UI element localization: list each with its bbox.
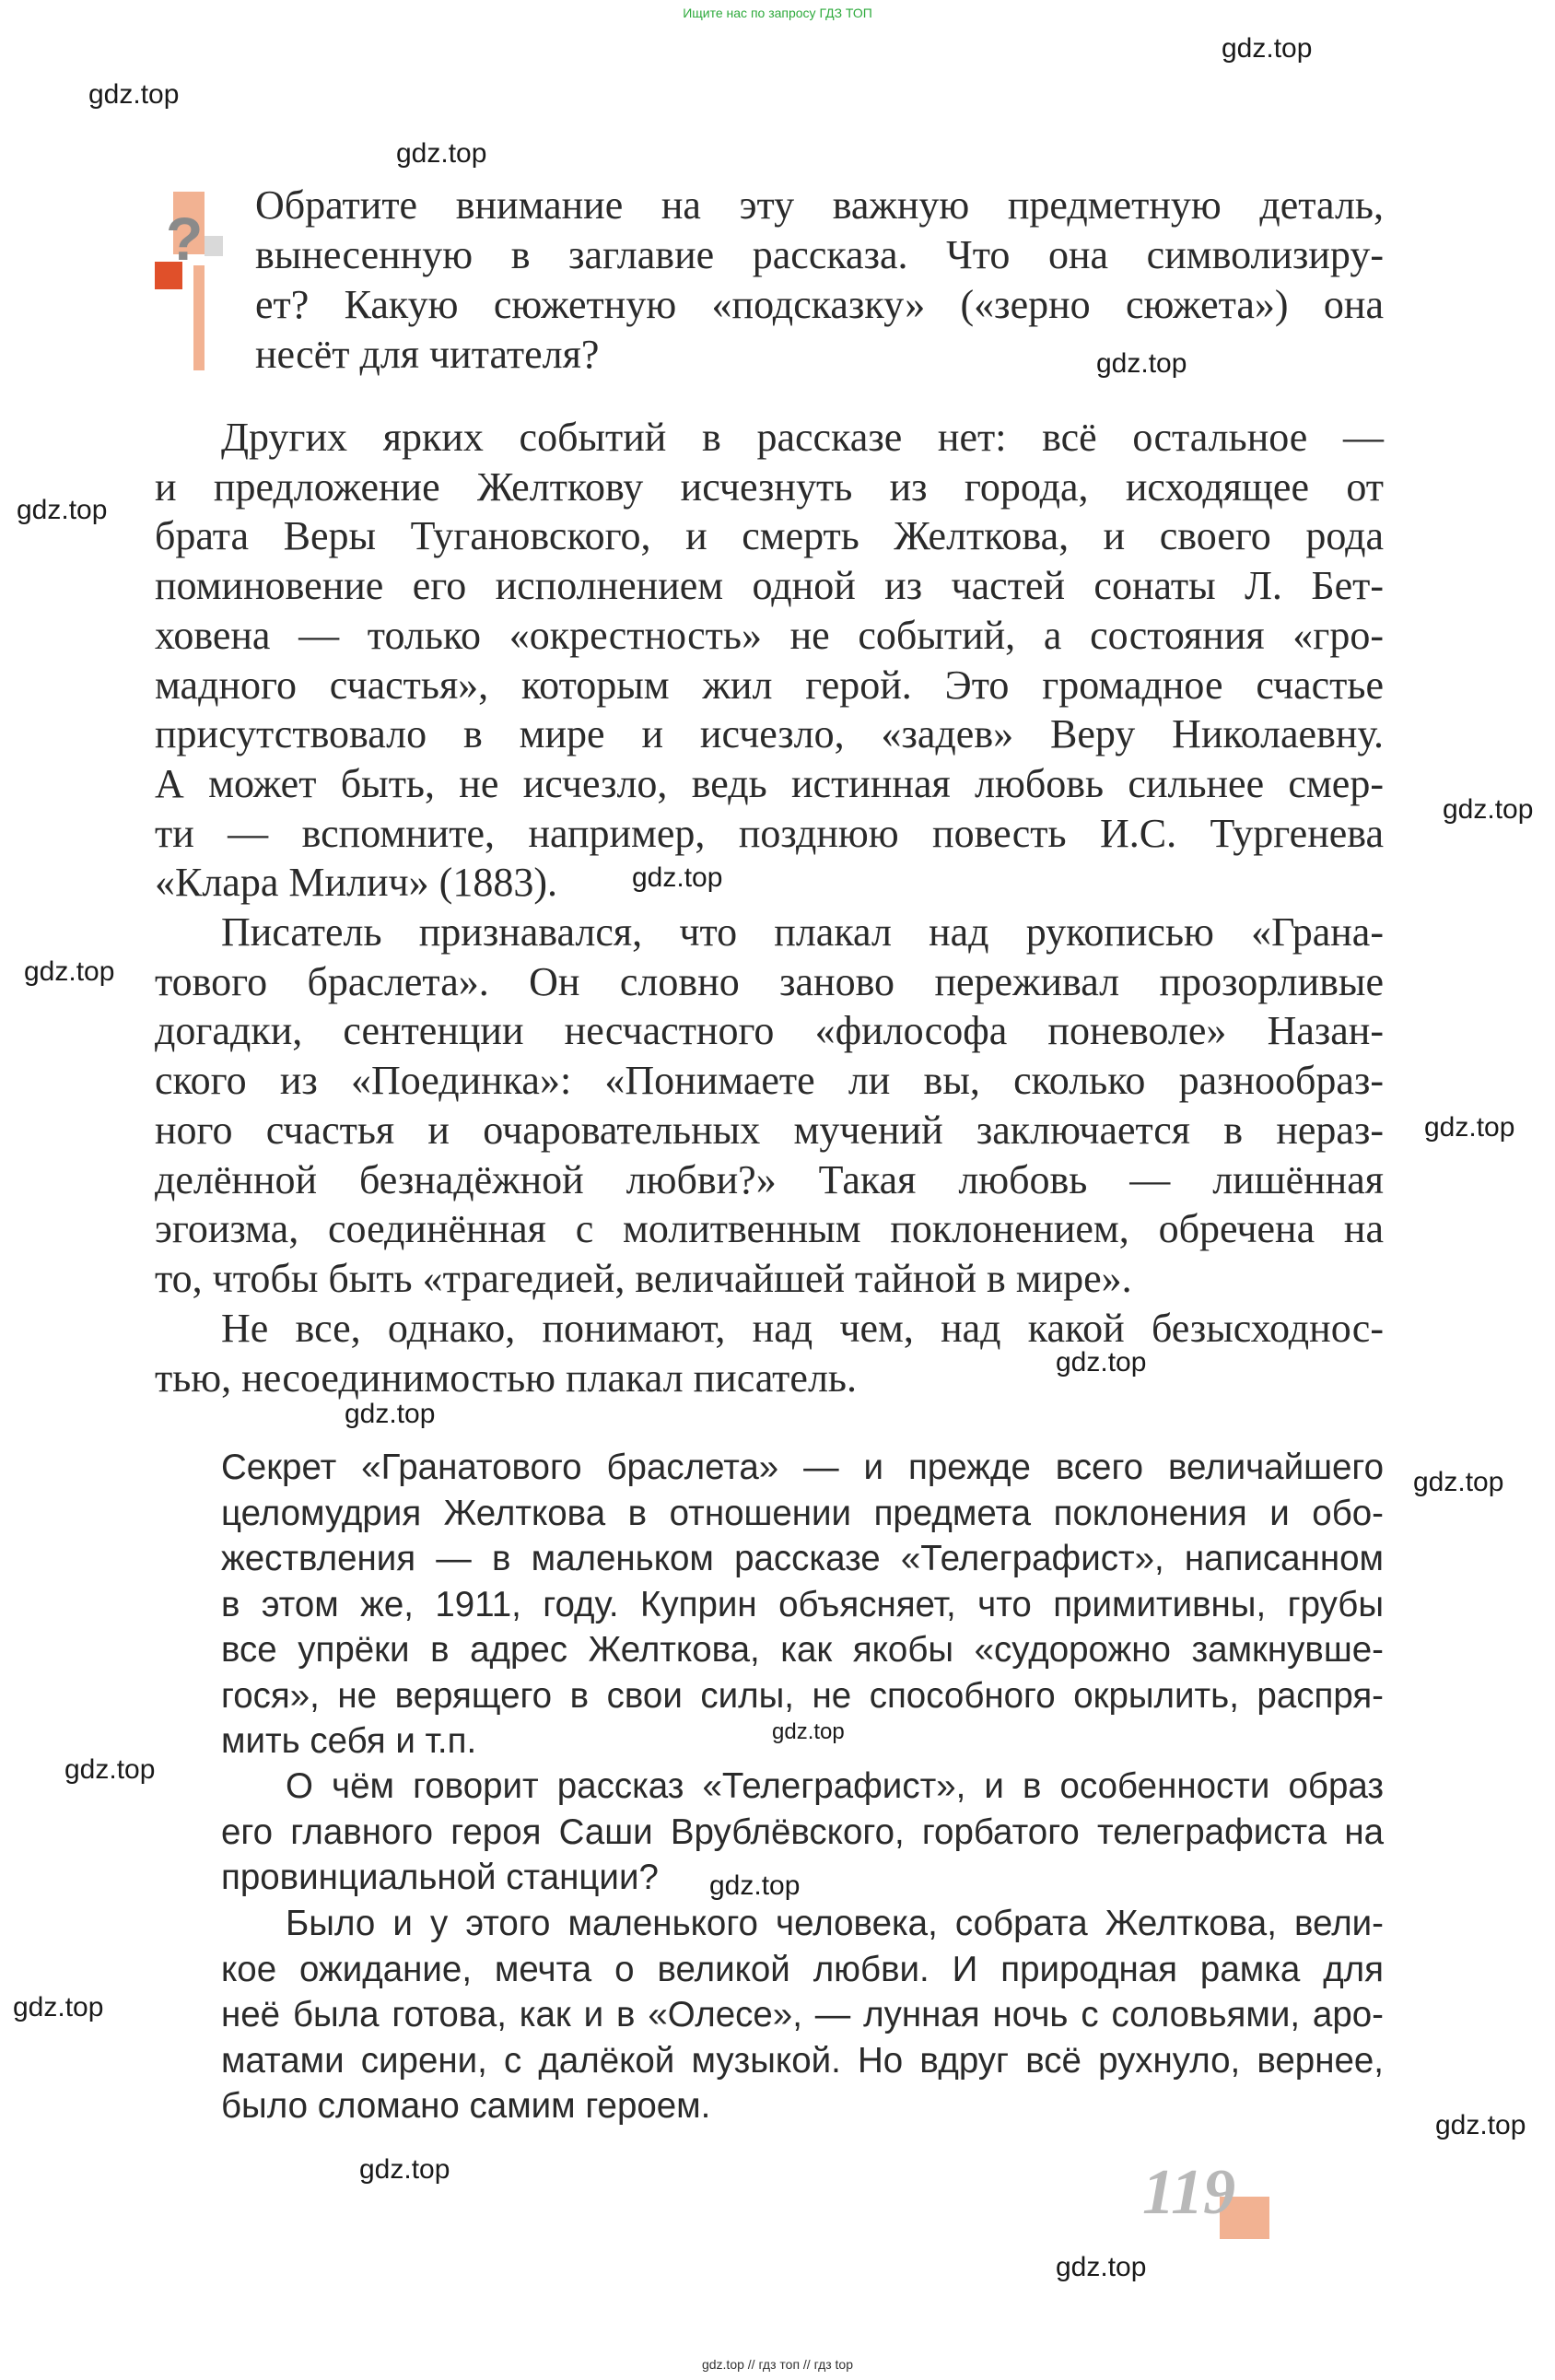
paragraph-3 bbox=[155, 1304, 1384, 1402]
question-icon-peach-bar bbox=[193, 265, 205, 370]
aside-text-line: О чём говорит рассказ «Телеграфист», и в особенности образ bbox=[286, 1766, 1384, 1806]
text-line: А может быть, не исчезло, ведь истинная любовь сильнее смер- bbox=[155, 760, 1384, 806]
watermark: gdz.top bbox=[709, 1870, 801, 1901]
text-line: ного счастья и очаровательных мучений заключается в нераз- bbox=[155, 1107, 1384, 1153]
aside-text-line: мить себя и т.п. bbox=[221, 1721, 477, 1761]
text-line: то, чтобы быть «трагедией, величайшей тайной в мире». bbox=[155, 1255, 1132, 1301]
question-line: ет? Какую сюжетную «подсказку» («зерно сюжета») она bbox=[255, 282, 1384, 327]
aside-text-line: матами сирени, с далёкой музыкой. Но вдруг всё рухнуло, вернее, bbox=[221, 2040, 1384, 2081]
aside-text-line: все упрёки в адрес Желткова, как якобы «судорожно замкнувше- bbox=[221, 1630, 1384, 1670]
text-line: эгоизма, соединённая с молитвенным поклонением, обречена на bbox=[155, 1206, 1384, 1252]
top-banner: Ищите нас по запросу ГДЗ ТОП bbox=[683, 6, 872, 20]
watermark: gdz.top bbox=[13, 1992, 104, 2022]
aside-paragraph-2 bbox=[221, 1764, 1384, 1901]
watermark: gdz.top bbox=[24, 956, 115, 987]
paragraph-1 bbox=[155, 413, 1384, 908]
watermark: gdz.top bbox=[1096, 348, 1187, 379]
aside-text-line: Секрет «Гранатового браслета» — и прежде всего величайшего bbox=[221, 1448, 1384, 1487]
text-line: ти — вспомните, например, позднюю повесть И.С. Тургенева bbox=[155, 810, 1384, 856]
text-line: тового браслета». Он словно заново переживал прозорливые bbox=[155, 958, 1384, 1004]
aside-text-line: Было и у этого маленького человека, собрата Желткова, вели- bbox=[286, 1904, 1384, 1943]
aside-paragraph-3 bbox=[221, 1901, 1384, 2129]
aside-text-line: в этом же, 1911, году. Куприн объясняет, что примитивны, грубы bbox=[221, 1584, 1384, 1624]
watermark: gdz.top bbox=[1222, 33, 1313, 64]
aside-text-line: гося», не верящего в свои силы, не способного окрылить, распря- bbox=[221, 1675, 1384, 1716]
watermark: gdz.top bbox=[1056, 2252, 1147, 2282]
aside-text-line: кое ожидание, мечта о великой любви. И природная рамка для bbox=[221, 1949, 1384, 1989]
text-line: Писатель признавался, что плакал над рукописью «Грана- bbox=[221, 909, 1384, 955]
text-line: тью, несоединимостью плакал писатель. bbox=[155, 1354, 857, 1401]
text-line: «Клара Милич» (1883). bbox=[155, 860, 557, 906]
bottom-banner: gdz.top // гдз топ // гдз top bbox=[701, 2357, 854, 2372]
question-text bbox=[255, 181, 1384, 380]
page-number: 119 bbox=[1142, 2157, 1236, 2228]
text-line: ховена — только «окрестность» не событий, а состояния «гро- bbox=[155, 612, 1384, 658]
aside-paragraph-1 bbox=[221, 1445, 1384, 1764]
text-line: делённой безнадёжной любви?» Такая любовь — лишённая bbox=[155, 1156, 1384, 1202]
watermark: gdz.top bbox=[1435, 2110, 1526, 2140]
watermark: gdz.top bbox=[1443, 794, 1534, 825]
question-line: вынесенную в заглавие рассказа. Что она символизиру- bbox=[255, 232, 1384, 277]
text-line: и предложение Желткову исчезнуть из города, исходящее от bbox=[155, 463, 1384, 510]
question-icon-gray-square bbox=[205, 236, 223, 256]
aside-text-line: было сломано самим героем. bbox=[221, 2086, 711, 2126]
paragraph-2 bbox=[155, 908, 1384, 1304]
watermark: gdz.top bbox=[396, 138, 487, 169]
watermark: gdz.top bbox=[1424, 1112, 1515, 1143]
aside-text-line: целомудрия Желткова в отношении предмета поклонения и обо- bbox=[221, 1493, 1384, 1533]
text-line: брата Веры Тугановского, и смерть Желткова, и своего рода bbox=[155, 513, 1384, 559]
aside-text-line: жествления — в маленьком рассказе «Телеграфист», написанном bbox=[221, 1539, 1384, 1578]
watermark: gdz.top bbox=[1413, 1467, 1504, 1497]
question-line: Обратите внимание на эту важную предметную деталь, bbox=[255, 182, 1384, 228]
text-line: Других ярких событий в рассказе нет: всё остальное — bbox=[221, 415, 1384, 460]
aside-text-line: его главного героя Саши Врублёвского, горбатого телеграфиста на bbox=[221, 1811, 1384, 1852]
text-line: догадки, сентенции несчастного «философа поневоле» Назан- bbox=[155, 1008, 1384, 1054]
text-line: мадного счастья», которым жил герой. Это громадное счастье bbox=[155, 662, 1384, 708]
text-line: присутствовало в мире и исчезло, «задев» Веру Николаевну. bbox=[155, 711, 1384, 757]
watermark: gdz.top bbox=[88, 79, 180, 110]
watermark: gdz.top bbox=[772, 1719, 845, 1744]
watermark: gdz.top bbox=[359, 2154, 450, 2185]
watermark: gdz.top bbox=[1056, 1347, 1147, 1378]
text-line: ского из «Поединка»: «Понимаете ли вы, сколько разнообраз- bbox=[155, 1058, 1384, 1104]
watermark: gdz.top bbox=[345, 1399, 436, 1429]
question-mark-glyph: ? bbox=[166, 205, 204, 273]
watermark: gdz.top bbox=[17, 495, 108, 525]
question-line: несёт для читателя? bbox=[255, 332, 600, 377]
text-line: Не все, однако, понимают, над чем, над какой безысходнос- bbox=[221, 1306, 1384, 1351]
aside-text-line: провинциальной станции? bbox=[221, 1858, 659, 1897]
aside-text-line: неё была готова, как и в «Олесе», — лунная ночь с соловьями, аро- bbox=[221, 1995, 1384, 2034]
question-icon bbox=[153, 190, 241, 374]
watermark: gdz.top bbox=[64, 1754, 156, 1785]
watermark: gdz.top bbox=[632, 862, 723, 893]
text-line: поминовение его исполнением одной из частей сонаты Л. Бет- bbox=[155, 563, 1384, 609]
